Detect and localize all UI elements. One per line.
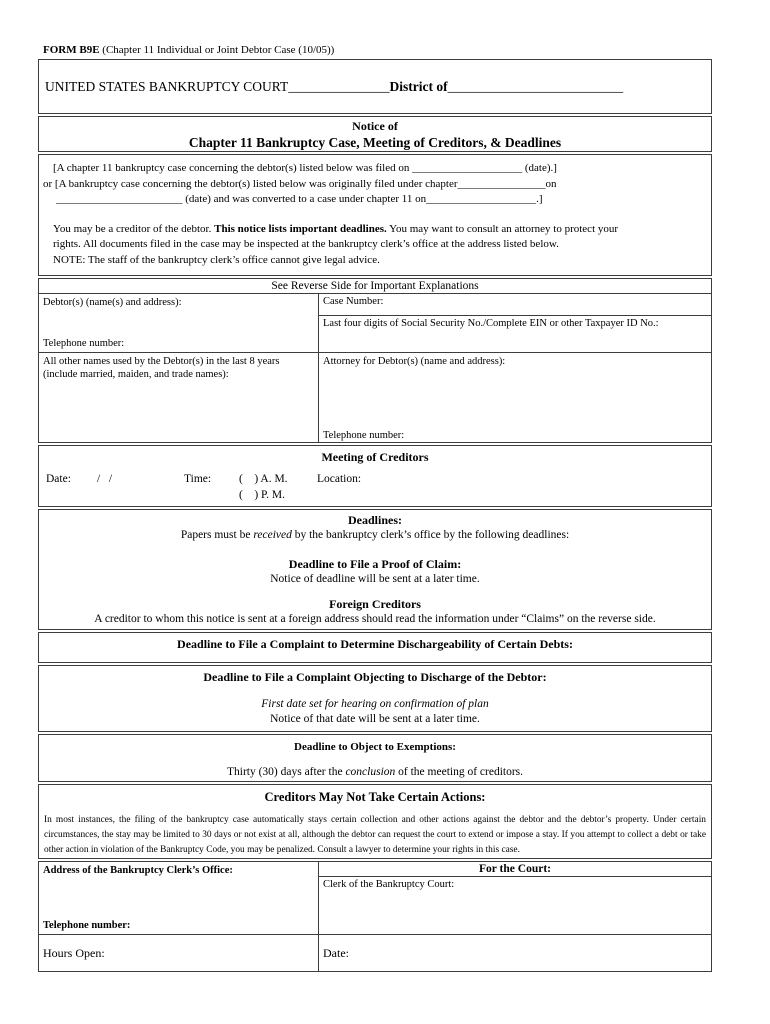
- stay-box: [38, 784, 712, 859]
- exemptions-conclusion: conclusion: [345, 766, 396, 778]
- stay-title: Creditors May Not Take Certain Actions:: [264, 790, 486, 804]
- ssn-label: Last four digits of Social Security No./Complete EIN or other Taxpayer ID No.:: [323, 318, 659, 329]
- filing-line-3: _______________________ (date) and was converted to a case under chapter 11 on____________________.]: [56, 193, 543, 205]
- notice-title-box: [38, 116, 712, 152]
- other-names-line1: All other names used by the Debtor(s) in the last 8 years: [43, 356, 280, 367]
- attorney-phone-label: Telephone number:: [323, 430, 405, 441]
- dischargeability-box: [38, 632, 712, 663]
- hours-open-label: Hours Open:: [43, 946, 105, 960]
- footer-row-1: [39, 862, 711, 935]
- exemptions-box: [38, 734, 712, 782]
- footer-date-label: Date:: [323, 946, 349, 960]
- exemptions-pre: Thirty (30) days after the: [226, 766, 346, 778]
- exemptions-post: of the meeting of creditors.: [395, 766, 524, 778]
- debtor-table-row-1: [39, 294, 711, 353]
- form-page: [38, 44, 712, 972]
- clerk-of-court-label: Clerk of the Bankruptcy Court:: [323, 879, 455, 890]
- foreign-creditors-title: Foreign Creditors: [329, 597, 421, 611]
- district-blank: __________________________: [447, 78, 624, 94]
- discharge-objection-title: Deadline to File a Complaint Objecting to Discharge of the Debtor:: [203, 670, 547, 684]
- debtor-name-cell: [39, 294, 318, 352]
- meeting-title: Meeting of Creditors: [321, 450, 429, 464]
- other-names-line2: (include married, maiden, and trade names):: [43, 369, 229, 380]
- form-number: FORM B9E: [43, 44, 100, 56]
- clerk-address-label: Address of the Bankruptcy Clerk’s Office:: [43, 865, 233, 876]
- discharge-objection-box: [38, 665, 712, 732]
- filing-line-2: or [A bankruptcy case concerning the debtor(s) listed below was originally filed under chapter________________on: [43, 177, 557, 190]
- footer-row-2: [39, 935, 711, 972]
- foreign-creditors-body: A creditor to whom this notice is sent at a foreign address should read the information under “Claims” on the reverse side.: [94, 613, 656, 625]
- clerk-address-cell: [39, 862, 318, 934]
- meeting-date-label: Date:: [46, 473, 71, 485]
- proof-of-claim-title: Deadline to File a Proof of Claim:: [288, 557, 462, 571]
- meeting-date-blank: / /: [97, 473, 113, 485]
- filing-line-1: [A chapter 11 bankruptcy case concerning the debtor(s) listed below was filed on ____________________ (date).]: [53, 162, 557, 174]
- discharge-objection-body: Notice of that date will be sent at a later time.: [270, 713, 480, 725]
- hours-open-cell: [39, 935, 318, 972]
- stay-body: In most instances, the filing of the bankruptcy case automatically stays certain collection and other actions against the debtor and the debtor’s property. Under certain circumstances, the stay may be limited to 30 days or not exist at all, although the debtor can request the court to extend or impose a stay. If you attempt to collect a debt or take other action in violation of the Bankruptcy Code, you may be penalized. Consult a lawyer to determine your rights in this case.: [44, 815, 706, 855]
- creditor-bold: This notice lists important deadlines.: [214, 222, 387, 235]
- for-court-label: For the Court:: [319, 862, 711, 877]
- see-reverse-note: See Reverse Side for Important Explanations: [39, 279, 711, 294]
- creditor-notice-line-1: [43, 222, 705, 238]
- for-court-cell: [318, 862, 711, 934]
- meeting-am-checkbox: ( ) A. M.: [239, 473, 288, 485]
- creditor-notice-line-2: rights. All documents filed in the case may be inspected at the bankruptcy clerk’s office at the address listed below.: [53, 238, 559, 250]
- papers-pre: Papers must be: [180, 529, 254, 541]
- notice-title-line1: Notice of: [352, 119, 398, 133]
- papers-post: by the bankruptcy clerk’s office by the following deadlines:: [291, 529, 570, 541]
- debtor-name-label: Debtor(s) (name(s) and address):: [43, 297, 182, 308]
- attorney-cell: [318, 353, 711, 443]
- meeting-of-creditors-box: [38, 445, 712, 507]
- case-info-cell: [318, 294, 711, 352]
- meeting-fields-row: [39, 473, 711, 507]
- other-names-cell: [39, 353, 318, 443]
- date-cell: [318, 935, 711, 972]
- case-number-label: Case Number:: [319, 294, 711, 316]
- court-name-blank: _______________: [288, 78, 390, 94]
- dischargeability-title: Deadline to File a Complaint to Determine Dischargeability of Certain Debts:: [177, 637, 573, 651]
- notice-title-line2: Chapter 11 Bankruptcy Case, Meeting of Creditors, & Deadlines: [188, 135, 562, 150]
- district-label: District of: [389, 78, 448, 94]
- court-header-box: [38, 59, 712, 114]
- confirmation-hearing-line: First date set for hearing on confirmation of plan: [261, 698, 489, 710]
- form-subtitle: (Chapter 11 Individual or Joint Debtor Case (10/05)): [99, 44, 335, 56]
- debtor-info-table: [38, 278, 712, 443]
- deadlines-title: Deadlines:: [348, 513, 402, 527]
- meeting-time-label: Time:: [184, 473, 212, 485]
- exemptions-title: Deadline to Object to Exemptions:: [294, 741, 456, 753]
- exemptions-body: [39, 765, 711, 780]
- deadlines-papers-line: [39, 528, 711, 543]
- papers-received: received: [253, 529, 292, 541]
- meeting-location-label: Location:: [317, 473, 362, 485]
- court-name: UNITED STATES BANKRUPTCY COURT: [45, 78, 289, 94]
- clerk-office-table: [38, 861, 712, 972]
- debtor-phone-label: Telephone number:: [43, 338, 125, 349]
- creditor-notice-line-3: NOTE: The staff of the bankruptcy clerk’s office cannot give legal advice.: [53, 253, 380, 266]
- proof-of-claim-body: Notice of deadline will be sent at a later time.: [270, 573, 480, 585]
- debtor-table-row-2: [39, 353, 711, 443]
- form-id-line: [43, 44, 712, 56]
- meeting-pm-checkbox: ( ) P. M.: [239, 489, 286, 501]
- creditor-pre: You may be a creditor of the debtor.: [53, 222, 215, 235]
- clerk-phone-label: Telephone number:: [43, 920, 131, 931]
- intro-paragraphs-box: [38, 154, 712, 276]
- creditor-post: You may want to consult an attorney to protect your: [386, 222, 619, 235]
- deadlines-box: [38, 509, 712, 630]
- attorney-label: Attorney for Debtor(s) (name and address):: [323, 356, 506, 367]
